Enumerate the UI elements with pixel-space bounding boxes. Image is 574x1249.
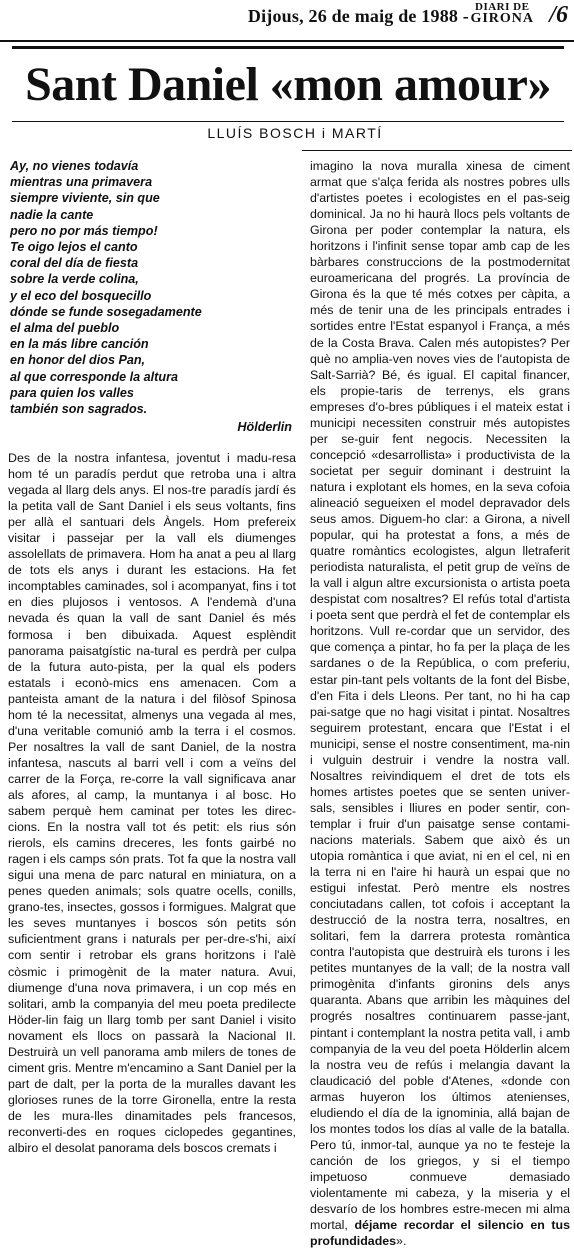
- poem-line: y el eco del bosquecillo: [10, 288, 152, 303]
- poem-line: Te oigo lejos el canto: [10, 240, 138, 255]
- article-column-left: [8, 450, 296, 1156]
- newspaper-logo: [470, 2, 534, 26]
- poem-line: nadie la cante: [10, 207, 94, 222]
- poem-line: coral del día de fiesta: [10, 256, 139, 271]
- newspaper-logo-line2: GIRONA: [470, 11, 534, 27]
- article-column-right: [310, 158, 570, 1249]
- poem-line: mientras una primavera: [10, 175, 153, 190]
- poem-line: en honor del dios Pan,: [10, 353, 146, 368]
- headline-box: [12, 46, 564, 122]
- headline: Sant Daniel «mon amour»: [25, 58, 551, 111]
- byline: LLUÍS BOSCH i MARTÍ: [207, 125, 383, 141]
- poem-line: al que corresponde la altura: [10, 369, 178, 384]
- poem-lines: [10, 158, 300, 417]
- poem-line: dónde se funde sosegadamente: [10, 304, 202, 319]
- article-text-left: Des de la nostra infantesa, joventut i madu-resa hom té un paradís perdut que retroba una i altra vegada al llarg dels anys. El nos-tre paradís jardí és la petita vall de Sant Daniel i els seus voltants, fins per allà el santuari dels Àngels. Hom prefereix visitar i passejar per la vall els diumenges assolellats de primavera. Hom ha anat a peu al llarg de tots els anys i durant les estacions. Ha fet incomptables caminades, sol i acompanyat, fins i tot en dies plujosos i ventosos. A l'endemà d'una nevada és quan la vall de sant Daniel és més formosa i ben dibuixada. Aquest esplèndit panorama paisatgístic na-tural es perdrà per culpa de la futura auto-pista, per la qual els poders estatals i econò-mics ens amenacen. Com a panteista amant de la natura i del filòsof Spinosa hom té la necessitat, almenys una vegada al mes, d'una veritable comunió amb la terra i el cosmos. Per nosaltres la vall de sant Daniel, de la nostra infantesa, nascuts al barri vell i com a veïns del carrer de la Força, re-corre la vall significava anar als afores, al camp, la muntanya i al bosc. Ho sabem perquè hem caminat per totes les direc-cions. En la nostra vall tot és petit: els rius són rierols, els camins dreceres, les fonts gairbé no ragen i els camps són prats. Tot fa que la nostra vall sigui una mena de parc natural en miniatura, on a penes queden animals; sols quatre ocells, conills, grano-tes, insectes, gossos i formigues. Malgrat que les seves muntanyes i boscos són petits són suficientment grans i naturals per per-dre-s'hi, així com sentir i retrobar els grans horitzons i l'alè còsmic i primogènit de la mater natura. Avui, diumenge d'una nova primavera, i un cop més en solitari, amb la companyia del meu poeta predilecte Höder-lin faig un llarg tomb per sant Daniel i visito novament els llocs on passarà la Nacional II. Destruirà un vell panorama amb milers de tones de ciment gris. Mentre m'encamino a Sant Daniel per la part de dalt, per la porta de la muralles davant les glorioses runes de la torre Gironella, entre la resta de les mura-lles dinamitades pels francesos, reconverti-des en roques ciclopedes gegantines, albiro el desolat panorama dels boscos cremats i: [8, 451, 296, 1156]
- article-text-right-end: ».: [396, 1234, 407, 1249]
- poem-line: siempre viviente, sin que: [10, 191, 160, 206]
- column-divider: [302, 150, 572, 151]
- poem-line: pero no por más tiempo!: [10, 223, 158, 238]
- page-header: [0, 0, 574, 42]
- poem-line: también son sagrados.: [10, 402, 148, 417]
- poem-line: en la más libre canción: [10, 337, 149, 352]
- poem-author: Hölderlin: [237, 420, 292, 435]
- article-text-right-bold: déjame recordar el silencio en tus profundidades: [310, 1218, 570, 1249]
- poem-line: Ay, no vienes todavía: [10, 159, 139, 173]
- issue-date: Dijous, 26 de maig de 1988 -: [247, 6, 469, 26]
- article-text-right: imagino la nova muralla xinesa de ciment armat que s'alça ferida als nostres pobres ulls d'artistes poetes i ecologistes en el pas-seig dominical. Ja no hi haurà llocs pels voltants de Girona per poder contemplar la natura, els horitzons i l'infinit sense topar amb cap de les bàrbares construccions de la postmodernitat euroamericana del progrés. La província de Girona és la que té més cotxes per càpita, a més de tenir una de les principals entrades i sortides entre l'Estat espanyol i França, a més de la Costa Brava. Calen més autopistes? Per què no amplia-ven noves vies de l'autopista de Salt-Sarrià? Bé, és igual. El capital financer, els propie-taris de terrenys, els grans empreses d'o-bres públiques i el mateix estat i municipi necessiten construir més autopistes per se-guir fent negocis. Necessiten la concepció «desarrollista» i productivista de la societat per seguir dominant i destruint la natura i explotant els homes, en la seva cofoia alineació segueixen el model depravador dels seus amos. Diguem-ho clar: a Girona, a nivell popular, qui ha protestat a fons, a més de quatre romàntics ecologistes, algun lletraferit periodista naturalista, el petit grup de veïns de la vall i algun altre excursionista o artista poeta despistat com nosaltres? El refús total d'artista i poeta sent que perdrà el fet de contemplar els horitzons. Vull re-cordar que un servidor, des que comença a pintar, ho fa per la plaça de les sardanes o de la República, o com preferiu, estar pin-tant pels voltants de la font del Bisbe, d'en Fita i dels Lleons. Per tant, no hi ha cap pai-satge que no hagi visitat i pintat. Nosaltres seguirem protestant, encara que l'Estat i el municipi, sense el nostre consentiment, ma-nin i vulguin destruir i vendre la nostra vall. Nosaltres reivindiquem el dret de tots els homes artistes poetes que se senten univer-sals, sensibles i lliures en poder sentir, con-templar i fruir d'un paisatge sense contami-nacions materials. Sabem que això és un utopia romàntica i que aviat, ni en el cel, ni en la terra ni en l'aire hi haurà un espai que no estigui infestat. Però mentre els nostres conciutadans callen, tot cofois i acceptant la destrucció de la nostra terra, nosaltres, en solitari, fem la darrera protesta romàntica contra l'autopista que destruirà els turons i les petites muntanyes de la vall; de la nostra vall primogènita d'infants gironins dels anys quaranta. Abans que arribin les màquines del progrés nosaltres continuarem passe-jant, pintant i contemplant la nostra petita vall, i amb companyia de la veu del poeta Hölderlin alcem la nostra veu de refús i melangia davant la claudicació del poble d'Atenes, «donde con armas huyeron los últimos atenienses, eludiendo el día de la ignominia, allá bajan de los montes todos los días al valle de la batalla. Pero tú, inmor-tal, aunque ya no te festeje la canción de los griegos, y si el tiempo impetuoso conmueve demasiado violentamente mi cabeza, y la miseria y el desvarío de los hombres estre-mecen mi alma mortal,: [310, 159, 570, 1233]
- poem-line: para quien los valles: [10, 385, 134, 400]
- page-number: /6: [549, 2, 568, 28]
- poem-line: sobre la verde colina,: [10, 272, 139, 287]
- poem-line: el alma del pueblo: [10, 321, 120, 336]
- article-paragraph-right: [310, 158, 570, 1249]
- epigraph-poem: [10, 158, 300, 435]
- newspaper-logo-line1: DIARI DE: [475, 1, 530, 13]
